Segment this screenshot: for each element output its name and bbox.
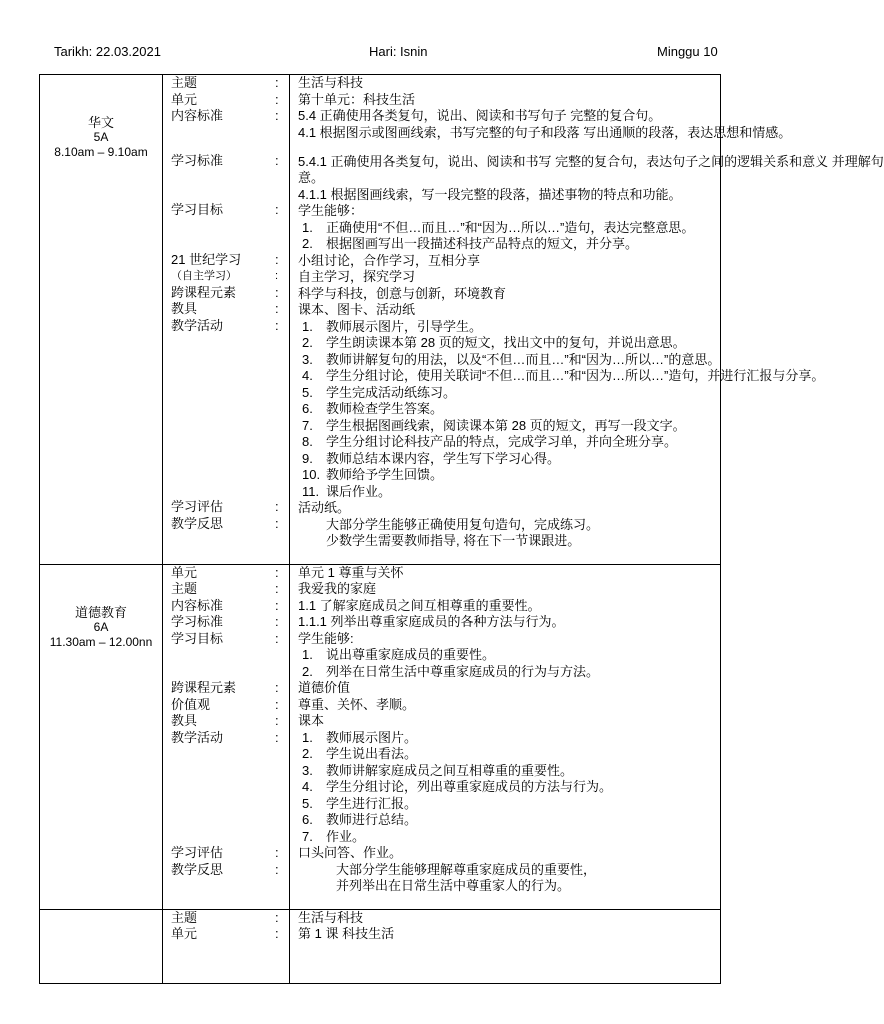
label-cell — [163, 909, 290, 983]
label-cell — [163, 75, 290, 565]
activity-item: 5. 学生进行汇报。 — [302, 795, 418, 811]
label-teaching-aids: 教具 : — [171, 301, 279, 316]
label-21st-century: 21 世纪学习 : — [171, 251, 279, 267]
label-theme: 主题 : — [171, 581, 279, 596]
activity-item: 2. 学生朗读课本第 28 页的短文，找出文中的复句，并说出意思。 — [302, 335, 686, 350]
reflection-line-1: 大部分学生能够正确使用复句造句，完成练习。 — [326, 516, 600, 532]
cross-curricular-value: 道德价值 — [298, 680, 351, 695]
unit-value: 单元 1 尊重与关怀 — [298, 564, 404, 580]
label-activities: 教学活动 : — [171, 317, 279, 333]
label-unit: 单元 : — [171, 926, 279, 941]
learning-standard-1: 5.4.1 正确使用各类复句，说出、阅读和书写 完整的复合句，表达句子之间的逻辑关系和意义 并理解句 — [298, 154, 884, 169]
activity-item: 2. 学生说出看法。 — [302, 746, 418, 761]
date-label: Tarikh: 22.03.2021 — [54, 44, 161, 59]
reflection-line-1: 大部分学生能够理解尊重家庭成员的重要性， — [336, 861, 597, 877]
activity-item: 6. 教师进行总结。 — [302, 812, 418, 827]
values-value: 尊重、关怀、孝顺。 — [298, 696, 416, 712]
learning-standard-1-cont: 意。 — [298, 170, 325, 185]
content-standard-value: 1.1 了解家庭成员之间互相尊重的重要性。 — [298, 597, 541, 613]
lesson-block-1 — [40, 75, 721, 565]
activity-item: 9. 教师总结本课内容，学生写下学习心得。 — [302, 450, 561, 466]
assessment-value: 活动纸。 — [298, 500, 351, 515]
week-label: Minggu 10 — [657, 44, 718, 59]
activity-item: 8. 学生分组讨论科技产品的特点，完成学习单，并向全班分享。 — [302, 434, 678, 449]
label-reflection: 教学反思 : — [171, 861, 279, 877]
activity-item: 4. 学生分组讨论，列出尊重家庭成员的方法与行为。 — [302, 779, 613, 794]
content-standard-2: 4.1 根据图示或图画线索，书写完整的句子和段落 写出通顺的段落，表达思想和情感。 — [298, 124, 792, 140]
activity-item: 11. 课后作业。 — [302, 483, 392, 499]
label-assessment: 学习评估 : — [171, 499, 279, 514]
learning-standard-2: 4.1.1 根据图画线索，写一段完整的段落，描述事物的特点和功能。 — [298, 186, 682, 202]
teaching-aids-value: 课本 — [298, 713, 325, 728]
label-learning-standard: 学习标准 : — [171, 614, 279, 629]
cross-curricular-value: 科学与科技，创意与创新，环境教育 — [298, 285, 507, 301]
label-content-standard: 内容标准 : — [171, 597, 279, 613]
label-assessment: 学习评估 : — [171, 845, 279, 860]
self-learning-value: 自主学习，探究学习 — [298, 269, 416, 284]
day-label: Hari: Isnin — [369, 44, 428, 59]
objective-item: 2. 列举在日常生活中尊重家庭成员的行为与方法。 — [302, 663, 600, 679]
activity-item: 6. 教师检查学生答案。 — [302, 401, 444, 416]
label-cross-curricular: 跨课程元素 : — [171, 284, 279, 300]
assessment-value: 口头问答、作业。 — [298, 845, 403, 860]
unit-value: 第 1 课 科技生活 — [298, 926, 395, 941]
activity-item: 4. 学生分组讨论，使用关联词“不但…而且…”和“因为…所以…”造句，并进行汇报与分享。 — [302, 368, 825, 383]
activity-item: 7. 作业。 — [302, 828, 366, 844]
subject-name: 华文 — [87, 115, 114, 130]
subject-name: 道德教育 — [74, 604, 127, 620]
activity-item: 7. 学生根据图画线索，阅读课本第 28 页的短文，再写一段文字。 — [302, 417, 686, 433]
label-unit: 单元 : — [171, 564, 279, 580]
lesson-info-cell — [40, 909, 163, 983]
class-name: 5A — [93, 130, 109, 144]
lesson-info-cell — [40, 75, 163, 565]
label-cross-curricular: 跨课程元素 : — [171, 680, 279, 695]
objectives-intro: 学生能够： — [298, 203, 364, 218]
label-values: 价值观 : — [171, 696, 279, 712]
objective-item: 1. 说出尊重家庭成员的重要性。 — [302, 647, 496, 662]
lesson-plan-table — [39, 74, 884, 984]
label-objectives: 学习目标 : — [171, 630, 279, 646]
theme-value: 我爱我的家庭 — [298, 581, 377, 596]
label-learning-standard: 学习标准 : — [171, 152, 279, 168]
objective-item: 2. 根据图画写出一段描述科技产品特点的短文，并分享。 — [302, 236, 639, 251]
lesson-time: 8.10am – 9.10am — [54, 145, 148, 159]
lesson-block-2 — [40, 564, 721, 909]
lesson-time: 11.30am – 12.00nn — [49, 634, 153, 649]
label-theme: 主题 : — [171, 909, 279, 925]
c21-value: 小组讨论，合作学习，互相分享 — [298, 252, 481, 268]
content-standard-1: 5.4 正确使用各类复句，说出、阅读和书写句子 完整的复合句。 — [298, 108, 662, 123]
learning-standard-value: 1.1.1 列举出尊重家庭成员的各种方法与行为。 — [298, 614, 565, 629]
label-self-learning: （自主学习） : — [171, 270, 279, 282]
activity-item: 5. 学生完成活动纸练习。 — [302, 384, 457, 400]
lesson-block-3 — [40, 909, 721, 983]
content-cell — [290, 909, 721, 983]
objective-item: 1. 正确使用“不但…而且…”和“因为…所以…”造句，表达完整意思。 — [302, 219, 695, 235]
label-teaching-aids: 教具 : — [171, 713, 279, 728]
activity-item: 1. 教师展示图片。 — [302, 729, 418, 745]
label-objectives: 学习目标 : — [171, 202, 279, 217]
reflection-line-2: 并列举出在日常生活中尊重家人的行为。 — [336, 878, 571, 893]
content-cell — [290, 564, 721, 909]
activity-item: 3. 教师讲解家庭成员之间互相尊重的重要性。 — [302, 762, 574, 778]
theme-value: 生活与科技 — [298, 909, 364, 925]
activity-item: 3. 教师讲解复句的用法，以及“不但…而且…”和“因为…所以…”的意思。 — [302, 351, 721, 367]
reflection-line-2: 少数学生需要教师指导, 将在下一节课跟进。 — [326, 533, 581, 548]
label-unit: 单元 : — [171, 91, 279, 107]
theme-value: 生活与科技 — [298, 75, 364, 90]
content-cell — [290, 75, 884, 565]
label-theme: 主题 : — [171, 75, 279, 90]
teaching-aids-value: 课本、图卡、活动纸 — [298, 302, 416, 317]
activity-item: 1. 教师展示图片，引导学生。 — [302, 318, 483, 334]
label-content-standard: 内容标准 : — [171, 108, 279, 123]
objectives-intro: 学生能够: — [298, 630, 354, 646]
unit-value: 第十单元：科技生活 — [298, 91, 416, 107]
activity-item: 10. 教师给予学生回馈。 — [302, 467, 444, 482]
lesson-info-cell — [40, 564, 163, 909]
label-cell — [163, 564, 290, 909]
label-activities: 教学活动 : — [171, 729, 279, 745]
label-reflection: 教学反思 : — [171, 515, 279, 531]
class-name: 6A — [93, 619, 109, 634]
